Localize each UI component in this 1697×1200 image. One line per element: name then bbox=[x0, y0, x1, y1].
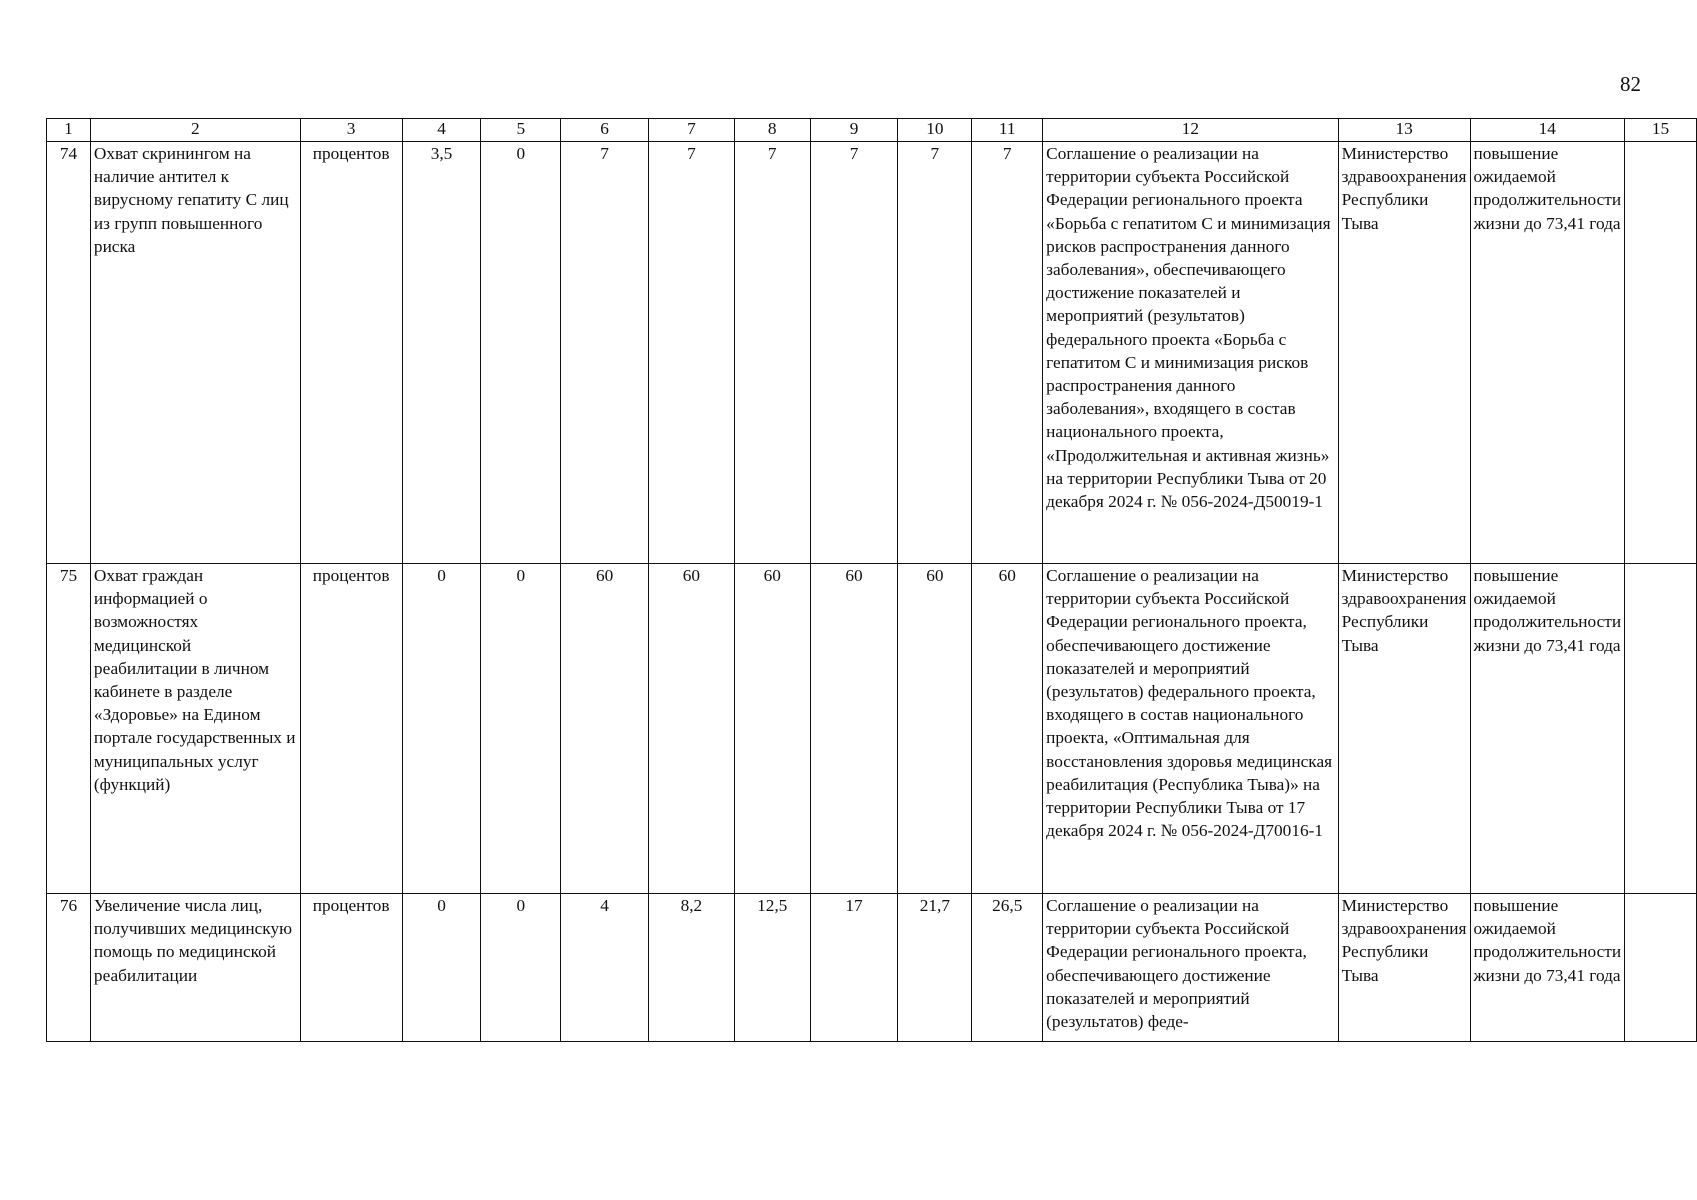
col-15-cell bbox=[1625, 564, 1697, 894]
header-cell: 10 bbox=[898, 119, 972, 142]
value-col-10: 7 bbox=[898, 142, 972, 564]
header-cell: 12 bbox=[1043, 119, 1339, 142]
value-col-4: 3,5 bbox=[402, 142, 481, 564]
value-col-8: 60 bbox=[734, 564, 810, 894]
indicator-name: Охват скринингом на наличие антител к вирусному гепатиту С лиц из групп повышенного риска bbox=[90, 142, 300, 564]
page-number: 82 bbox=[1620, 72, 1641, 96]
responsible-body: Министерство здравоохранения Республики Тыва bbox=[1338, 894, 1470, 1042]
indicators-table bbox=[46, 118, 1697, 1042]
row-number: 74 bbox=[47, 142, 91, 564]
value-col-8: 12,5 bbox=[734, 894, 810, 1042]
header-cell: 3 bbox=[300, 119, 402, 142]
value-col-10: 60 bbox=[898, 564, 972, 894]
header-cell: 13 bbox=[1338, 119, 1470, 142]
header-cell: 2 bbox=[90, 119, 300, 142]
header-cell: 1 bbox=[47, 119, 91, 142]
value-col-7: 8,2 bbox=[648, 894, 734, 1042]
value-col-10: 21,7 bbox=[898, 894, 972, 1042]
col-15-cell bbox=[1625, 894, 1697, 1042]
expected-result: повышение ожидаемой продолжительности жизни до 73,41 года bbox=[1470, 564, 1625, 894]
expected-result: повышение ожидаемой продолжительности жизни до 73,41 года bbox=[1470, 894, 1625, 1042]
indicator-name: Охват граждан информацией о возможностях медицинской реабилитации в личном кабинете в разделе «Здоровье» на Едином портале государственных и муниципальных услуг (функций) bbox=[90, 564, 300, 894]
header-cell: 14 bbox=[1470, 119, 1625, 142]
responsible-body: Министерство здравоохранения Республики Тыва bbox=[1338, 564, 1470, 894]
unit: процентов bbox=[300, 894, 402, 1042]
value-col-6: 4 bbox=[561, 894, 649, 1042]
expected-result: повышение ожидаемой продолжительности жизни до 73,41 года bbox=[1470, 142, 1625, 564]
header-row bbox=[47, 119, 1697, 142]
value-col-6: 60 bbox=[561, 564, 649, 894]
indicator-name: Увеличение числа лиц, получивших медицинскую помощь по медицинской реабилитации bbox=[90, 894, 300, 1042]
table-row bbox=[47, 142, 1697, 564]
header-cell: 11 bbox=[972, 119, 1043, 142]
header-cell: 15 bbox=[1625, 119, 1697, 142]
value-col-5: 0 bbox=[481, 894, 561, 1042]
basis-document: Соглашение о реализации на территории субъекта Российской Федерации регионального проекта, обеспечивающего достижение показателей и мероприятий (результатов) федерального проекта, входящего в состав национального проекта, «Оптимальная для восстановления здоровья медицинская реабилитация (Республика Тыва)» на территории Республики Тыва от 17 декабря 2024 г. № 056-2024-Д70016-1 bbox=[1043, 564, 1339, 894]
col-15-cell bbox=[1625, 142, 1697, 564]
header-cell: 8 bbox=[734, 119, 810, 142]
value-col-9: 60 bbox=[810, 564, 898, 894]
value-col-11: 60 bbox=[972, 564, 1043, 894]
value-col-5: 0 bbox=[481, 142, 561, 564]
value-col-8: 7 bbox=[734, 142, 810, 564]
row-number: 76 bbox=[47, 894, 91, 1042]
row-number: 75 bbox=[47, 564, 91, 894]
value-col-7: 60 bbox=[648, 564, 734, 894]
header-cell: 9 bbox=[810, 119, 898, 142]
header-cell: 5 bbox=[481, 119, 561, 142]
value-col-4: 0 bbox=[402, 564, 481, 894]
unit: процентов bbox=[300, 564, 402, 894]
value-col-4: 0 bbox=[402, 894, 481, 1042]
header-cell: 7 bbox=[648, 119, 734, 142]
unit: процентов bbox=[300, 142, 402, 564]
basis-document: Соглашение о реализации на территории субъекта Российской Федерации регионального проекта, обеспечивающего достижение показателей и мероприятий (результатов) феде- bbox=[1043, 894, 1339, 1042]
value-col-7: 7 bbox=[648, 142, 734, 564]
header-cell: 4 bbox=[402, 119, 481, 142]
table-row bbox=[47, 894, 1697, 1042]
value-col-9: 17 bbox=[810, 894, 898, 1042]
value-col-11: 26,5 bbox=[972, 894, 1043, 1042]
value-col-5: 0 bbox=[481, 564, 561, 894]
responsible-body: Министерство здравоохранения Республики Тыва bbox=[1338, 142, 1470, 564]
header-cell: 6 bbox=[561, 119, 649, 142]
value-col-6: 7 bbox=[561, 142, 649, 564]
basis-document: Соглашение о реализации на территории субъекта Российской Федерации регионального проекта «Борьба с гепатитом С и минимизация рисков распространения данного заболевания», обеспечивающего достижение показателей и мероприятий (результатов) федерального проекта «Борьба с гепатитом С и минимизация рисков распространения данного заболевания», входящего в состав национального проекта, «Продолжительная и активная жизнь» на территории Республики Тыва от 20 декабря 2024 г. № 056-2024-Д50019-1 bbox=[1043, 142, 1339, 564]
value-col-11: 7 bbox=[972, 142, 1043, 564]
value-col-9: 7 bbox=[810, 142, 898, 564]
table-row bbox=[47, 564, 1697, 894]
